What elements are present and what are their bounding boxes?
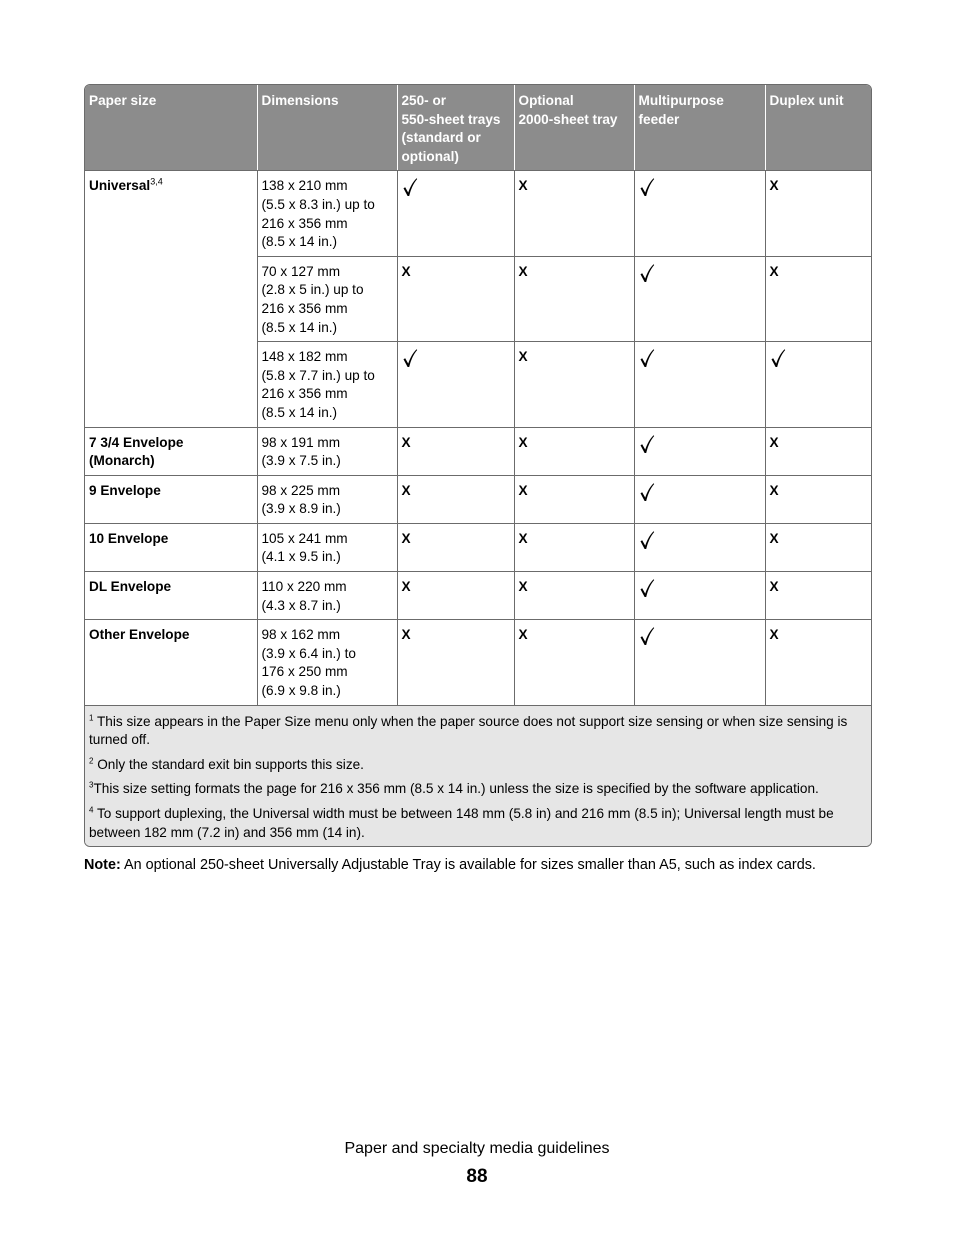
page-number: 88 xyxy=(466,1166,488,1187)
paper-size-cell xyxy=(85,620,257,705)
dimensions-cell xyxy=(257,572,397,620)
column-header-line: 550-sheet trays xyxy=(401,111,501,127)
paper-size-label: (Monarch) xyxy=(89,453,155,469)
dimensions-line: 110 x 220 mm xyxy=(261,579,347,595)
dimensions-line: 176 x 250 mm xyxy=(261,664,348,680)
checkmark-icon xyxy=(639,578,655,598)
dimensions-line: (4.3 x 8.7 in.) xyxy=(261,597,341,613)
column-header-line: Dimensions xyxy=(261,93,339,108)
paper-size-label: 7 3/4 Envelope xyxy=(89,434,184,450)
support-cell xyxy=(765,342,871,427)
checkmark-icon xyxy=(639,530,655,550)
column-header xyxy=(634,85,765,171)
support-cell xyxy=(634,572,765,620)
note-label: Note: xyxy=(84,857,121,873)
paper-size-cell xyxy=(85,572,257,620)
table-row xyxy=(85,620,871,705)
dimensions-line: 105 x 241 mm xyxy=(261,530,348,546)
dimensions-line: (3.9 x 6.4 in.) to xyxy=(261,645,356,661)
footnote xyxy=(89,780,867,799)
support-cell xyxy=(397,171,514,256)
column-header-line: Paper size xyxy=(89,93,157,108)
column-header-line: 2000-sheet tray xyxy=(518,111,618,127)
dimensions-line: 216 x 356 mm xyxy=(261,300,348,316)
column-header xyxy=(397,85,514,171)
dimensions-line: (2.8 x 5 in.) up to xyxy=(261,282,364,298)
support-cell xyxy=(397,256,514,341)
table-header-row xyxy=(85,85,871,171)
footnote-number: 2 xyxy=(89,756,94,766)
dimensions-line: (8.5 x 14 in.) xyxy=(261,319,338,335)
checkmark-icon xyxy=(639,348,655,368)
support-cell xyxy=(765,256,871,341)
paper-size-label: Other Envelope xyxy=(89,627,190,643)
footnote-text: Only the standard exit bin supports this size. xyxy=(93,756,364,772)
checkmark-icon xyxy=(770,348,786,368)
x-mark: X xyxy=(769,579,779,595)
x-mark: X xyxy=(769,178,779,194)
x-mark: X xyxy=(769,263,779,279)
support-cell xyxy=(634,256,765,341)
paper-size-cell xyxy=(85,523,257,571)
support-cell xyxy=(397,342,514,427)
x-mark: X xyxy=(769,482,779,498)
footnote-number: 4 xyxy=(89,805,94,815)
checkmark-icon xyxy=(639,263,655,283)
footnote xyxy=(89,805,867,842)
dimensions-line: 216 x 356 mm xyxy=(261,386,348,402)
column-header-line: (standard or xyxy=(401,130,481,146)
support-cell xyxy=(514,523,634,571)
support-cell xyxy=(397,427,514,475)
x-mark: X xyxy=(401,263,411,279)
table-row xyxy=(85,171,871,256)
dimensions-cell xyxy=(257,475,397,523)
support-cell xyxy=(514,171,634,256)
column-header-line: 250- or xyxy=(401,93,447,108)
support-cell xyxy=(514,572,634,620)
dimensions-cell xyxy=(257,342,397,427)
dimensions-cell xyxy=(257,523,397,571)
dimensions-line: (8.5 x 14 in.) xyxy=(261,234,338,250)
dimensions-line: (3.9 x 7.5 in.) xyxy=(261,453,341,469)
support-cell xyxy=(514,427,634,475)
footnote-number: 1 xyxy=(89,713,94,723)
column-header-line: feeder xyxy=(638,111,680,127)
dimensions-line: (6.9 x 9.8 in.) xyxy=(261,683,341,699)
x-mark: X xyxy=(518,349,528,365)
checkmark-icon xyxy=(639,482,655,502)
support-cell xyxy=(514,475,634,523)
note-paragraph xyxy=(84,856,884,875)
table-row xyxy=(85,427,871,475)
dimensions-line: (8.5 x 14 in.) xyxy=(261,404,338,420)
footnotes-row xyxy=(85,705,871,846)
footnote xyxy=(89,756,867,775)
x-mark: X xyxy=(518,263,528,279)
table-body xyxy=(85,171,871,846)
dimensions-line: 148 x 182 mm xyxy=(261,349,348,365)
paper-size-cell xyxy=(85,171,257,427)
footnote-number: 3 xyxy=(89,780,94,790)
checkmark-icon xyxy=(639,626,655,646)
x-mark: X xyxy=(769,627,779,643)
support-cell xyxy=(634,620,765,705)
note-text: An optional 250-sheet Universally Adjustable Tray is available for sizes smaller than A5, such as index cards. xyxy=(120,857,816,873)
footnote xyxy=(89,713,867,750)
paper-size-label: 9 Envelope xyxy=(89,482,161,498)
support-cell xyxy=(765,475,871,523)
x-mark: X xyxy=(401,434,411,450)
x-mark: X xyxy=(518,434,528,450)
dimensions-line: 70 x 127 mm xyxy=(261,263,341,279)
x-mark: X xyxy=(401,530,411,546)
support-cell xyxy=(514,620,634,705)
dimensions-line: (5.8 x 7.7 in.) up to xyxy=(261,367,375,383)
support-cell xyxy=(634,342,765,427)
column-header xyxy=(765,85,871,171)
checkmark-icon xyxy=(402,177,418,197)
dimensions-line: (3.9 x 8.9 in.) xyxy=(261,501,341,517)
column-header-line: optional) xyxy=(401,148,459,164)
dimensions-line: (5.5 x 8.3 in.) up to xyxy=(261,196,375,212)
x-mark: X xyxy=(769,434,779,450)
dimensions-line: 98 x 162 mm xyxy=(261,627,341,643)
paper-size-table-container xyxy=(84,84,872,847)
column-header-line: Multipurpose xyxy=(638,93,724,108)
x-mark: X xyxy=(518,627,528,643)
x-mark: X xyxy=(518,579,528,595)
footer-section-title: Paper and specialty media guidelines xyxy=(344,1140,610,1157)
footnote-reference: 3,4 xyxy=(150,176,163,187)
support-cell xyxy=(634,523,765,571)
x-mark: X xyxy=(769,530,779,546)
dimensions-cell xyxy=(257,427,397,475)
table-row xyxy=(85,572,871,620)
support-cell xyxy=(397,475,514,523)
support-cell xyxy=(634,475,765,523)
column-header xyxy=(85,85,257,171)
x-mark: X xyxy=(518,178,528,194)
footnotes-cell xyxy=(85,705,871,846)
checkmark-icon xyxy=(639,177,655,197)
dimensions-line: 216 x 356 mm xyxy=(261,215,348,231)
x-mark: X xyxy=(401,579,411,595)
support-cell xyxy=(765,523,871,571)
support-cell xyxy=(765,427,871,475)
dimensions-cell xyxy=(257,256,397,341)
checkmark-icon xyxy=(639,434,655,454)
dimensions-line: (4.1 x 9.5 in.) xyxy=(261,549,341,565)
column-header-line: Duplex unit xyxy=(769,93,844,108)
support-cell xyxy=(397,620,514,705)
table-row xyxy=(85,523,871,571)
paper-size-label: DL Envelope xyxy=(89,579,172,595)
x-mark: X xyxy=(401,627,411,643)
support-cell xyxy=(397,572,514,620)
support-cell xyxy=(634,427,765,475)
support-cell xyxy=(765,171,871,256)
column-header xyxy=(514,85,634,171)
paper-size-label: 10 Envelope xyxy=(89,530,169,546)
checkmark-icon xyxy=(402,348,418,368)
column-header-line: Optional xyxy=(518,93,574,108)
footnote-text: To support duplexing, the Universal width must be between 148 mm (5.8 in) and 216 mm (8.5 in); Universal length must be between 182 mm (7.2 in) and 356 mm (14 in). xyxy=(89,806,834,840)
support-cell xyxy=(765,620,871,705)
paper-size-label: Universal xyxy=(89,178,151,194)
support-cell xyxy=(397,523,514,571)
x-mark: X xyxy=(518,482,528,498)
table-row xyxy=(85,475,871,523)
dimensions-cell xyxy=(257,171,397,256)
support-cell xyxy=(514,256,634,341)
dimensions-line: 98 x 225 mm xyxy=(261,482,341,498)
footnote-text: This size appears in the Paper Size menu only when the paper source does not support size sensing or when size sensing is turned off. xyxy=(89,713,848,748)
dimensions-line: 138 x 210 mm xyxy=(261,178,348,194)
paper-size-table xyxy=(85,85,871,846)
column-header xyxy=(257,85,397,171)
footnote-text: This size setting formats the page for 216 x 356 mm (8.5 x 14 in.) unless the size is specified by the software application. xyxy=(93,781,819,797)
support-cell xyxy=(514,342,634,427)
x-mark: X xyxy=(401,482,411,498)
x-mark: X xyxy=(518,530,528,546)
support-cell xyxy=(634,171,765,256)
paper-size-cell xyxy=(85,475,257,523)
support-cell xyxy=(765,572,871,620)
dimensions-cell xyxy=(257,620,397,705)
dimensions-line: 98 x 191 mm xyxy=(261,434,341,450)
paper-size-cell xyxy=(85,427,257,475)
